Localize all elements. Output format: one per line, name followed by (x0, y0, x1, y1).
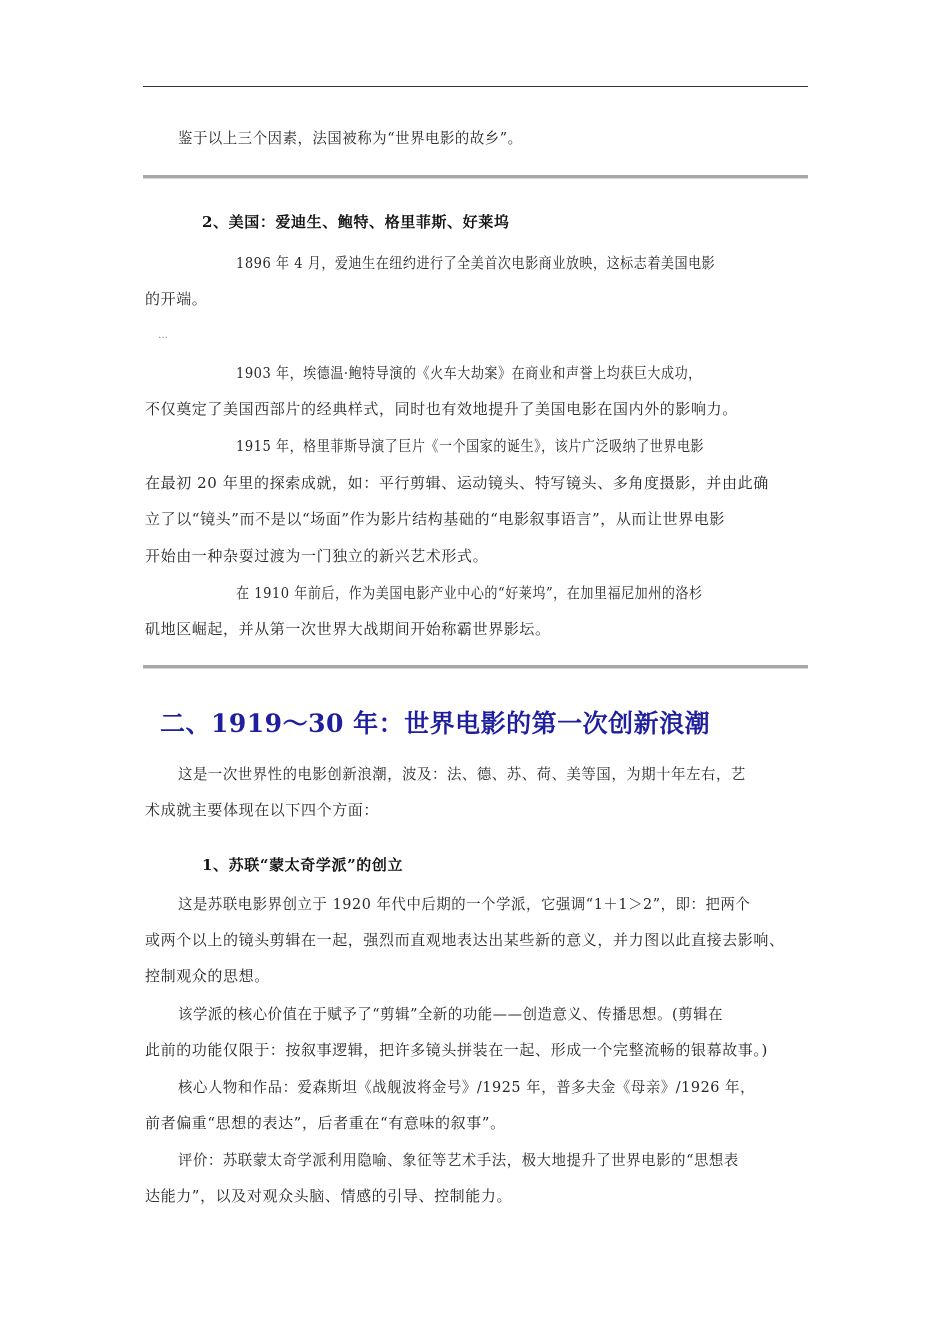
montage-para4-line1: 评价：苏联蒙太奇学派利用隐喻、象征等艺术手法，极大地提升了世界电影的“思想表 (178, 1151, 739, 1169)
montage-para1-line1: 这是苏联电影界创立于 1920 年代中后期的一个学派，它强调“1＋1＞2”，即：把两个 (178, 895, 751, 913)
usa-para3-line4: 开始由一种杂耍过渡为一门独立的新兴艺术形式。 (145, 547, 489, 565)
montage-para3-line1: 核心人物和作品：爱森斯坦《战舰波将金号》/1925 年，普多夫金《母亲》/1926 年， (178, 1078, 756, 1096)
chapter-intro-line2: 术成就主要体现在以下四个方面： (145, 801, 380, 819)
usa-section-heading: 2、美国：爱迪生、鲍特、格里菲斯、好莱坞 (202, 213, 510, 231)
usa-para2-line1: 1903 年，埃德温·鲍特导演的《火车大劫案》在商业和声誉上均获巨大成功， (236, 364, 702, 382)
chapter-intro-line1: 这是一次世界性的电影创新浪潮，波及：法、德、苏、荷、美等国，为期十年左右，艺 (178, 765, 746, 783)
usa-para1-line2: 的开端。 (145, 290, 208, 308)
chapter-divider (143, 665, 808, 669)
montage-para1-line2: 或两个以上的镜头剪辑在一起，强烈而直观地表达出某些新的意义，并力图以此直接去影响、 (145, 931, 785, 949)
montage-para4-line2: 达能力”，以及对观众头脑、情感的引导、控制能力。 (145, 1187, 513, 1205)
usa-para3-line3: 立了以“镜头”而不是以“场面”作为影片结构基础的“电影叙事语言”，从而让世界电影 (145, 510, 726, 528)
intro-line: 鉴于以上三个因素，法国被称为“世界电影的故乡”。 (178, 129, 523, 147)
usa-para3-line1: 1915 年，格里菲斯导演了巨片《一个国家的诞生》，该片广泛吸纳了世界电影 (236, 437, 705, 455)
chapter-title: 二、1919～30 年：世界电影的第一次创新浪潮 (160, 709, 711, 738)
ellipsis-mark: … (158, 330, 168, 341)
montage-school-heading: 1、苏联“蒙太奇学派”的创立 (202, 856, 404, 874)
montage-para3-line2: 前者偏重“思想的表达”，后者重在“有意味的叙事”。 (145, 1114, 506, 1132)
section-divider (143, 175, 808, 179)
usa-para3-line2: 在最初 20 年里的探索成就，如：平行剪辑、运动镜头、特写镜头、多角度摄影，并由此确 (145, 474, 769, 492)
usa-para2-line2: 不仅奠定了美国西部片的经典样式，同时也有效地提升了美国电影在国内外的影响力。 (145, 400, 738, 418)
header-rule (143, 86, 808, 87)
montage-para2-line2: 此前的功能仅限于：按叙事逻辑，把许多镜头拼装在一起、形成一个完整流畅的银幕故事。) (145, 1041, 768, 1059)
usa-para4-line1: 在 1910 年前后，作为美国电影产业中心的“好莱坞”，在加里福尼加州的洛杉 (236, 584, 703, 602)
montage-para1-line3: 控制观众的思想。 (145, 967, 270, 985)
montage-para2-line1: 该学派的核心价值在于赋予了“剪辑”全新的功能——创造意义、传播思想。(剪辑在 (178, 1005, 724, 1023)
usa-para4-line2: 矶地区崛起，并从第一次世界大战期间开始称霸世界影坛。 (145, 620, 551, 638)
usa-para1-line1: 1896 年 4 月，爱迪生在纽约进行了全美首次电影商业放映，这标志着美国电影 (236, 254, 716, 272)
